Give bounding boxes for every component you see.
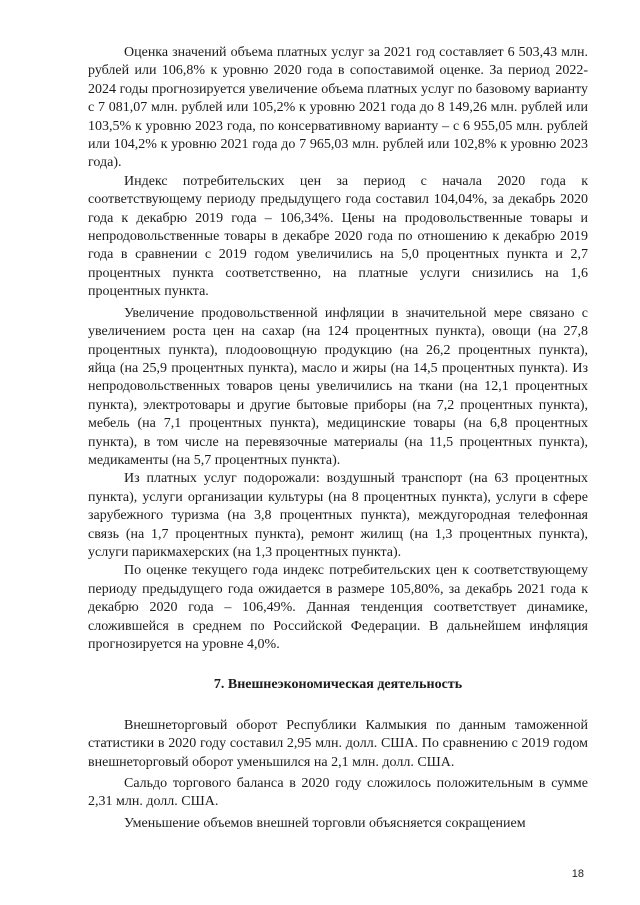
paragraph-cpi-forecast: По оценке текущего года индекс потребительских цен к соответствующему периоду предыдущего года ожидается в размере 105,80%, за декабрь 2021 года к декабрю 2020 года – 106,49%. Данная тенденция соответствует динамике, сложившейся в среднем по Российской Федерации. В дальнейшем инфляция прогнозируется на уровне 4,0%. bbox=[88, 563, 588, 652]
paragraph-trade-balance: Сальдо торгового баланса в 2020 году сложилось положительным в сумме 2,31 млн. долл. США. bbox=[88, 776, 588, 810]
paragraph-paid-services: Оценка значений объема платных услуг за 2021 год составляет 6 503,43 млн. рублей или 106,8% к уровню 2020 года в сопоставимой оценке. За период 2022-2024 годы прогнозируется увеличение объема платных услуг по базовому варианту с 7 081,07 млн. рублей или 105,2% к уровню 2021 года до 8 149,26 млн. рублей или 103,5% к уровню 2023 года, по консервативному варианту – с 6 955,05 млн. рублей или 104,2% к уровню 2021 года до 7 965,03 млн. рублей или 102,8% к уровню 2023 года). bbox=[88, 45, 588, 171]
paragraph-cpi: Индекс потребительских цен за период с начала 2020 года к соответствующему периоду предыдущего года составил 104,04%, за декабрь 2020 года к декабрю 2019 года – 106,34%. Цены на продовольственные товары и непродовольственные товары в декабре 2020 года по отношению к декабрю 2019 года в сравнении с 2019 годом увеличились на 5,0 процентных пункта и 2,7 процентных пункта соответственно, на платные услуги снизились на 1,6 процентных пункта. bbox=[88, 173, 588, 300]
paragraph-food-inflation: Увеличение продовольственной инфляции в значительной мере связано с увеличением роста цен на сахар (на 124 процентных пункта), овощи (на 27,8 процентных пункта), плодоовощную продукцию (на 26,2 процентных пункта), яйца (на 25,9 процентных пункта), масло и жиры (на 14,5 процентных пункта). Из непродовольственных товаров цены увеличились на ткани (на 12,1 процентных пункта), электротовары и другие бытовые приборы (на 7,2 процентных пункта), мебель (на 7,1 процентных пункта), медицинские товары (на 6,8 процентных пункта), в том числе на перевязочные материалы (на 11,5 процентных пункта), медикаменты (на 5,7 процентных пункта). bbox=[88, 305, 588, 468]
section-heading: 7. Внешнеэкономическая деятельность bbox=[213, 677, 463, 693]
paragraph-foreign-trade-turnover: Внешнеторговый оборот Республики Калмыкия по данным таможенной статистики в 2020 году составил 2,95 млн. долл. США. По сравнению с 2019 годом внешнеторговый оборот уменьшился на 2,1 млн. долл. США. bbox=[88, 717, 588, 770]
page-number: 18 bbox=[571, 867, 584, 880]
paragraph-paid-services-prices: Из платных услуг подорожали: воздушный транспорт (на 63 процентных пункта), услуги организации культуры (на 8 процентных пункта), услуги в сфере зарубежного туризма (на 3,8 процентных пункта), междугородная телефонная связь (на 1,7 процентных пункта), ремонт жилищ (на 1,3 процентных пункта), услуги парикмахерских (на 1,3 процентных пункта). bbox=[88, 471, 588, 560]
paragraph-trade-decrease: Уменьшение объемов внешней торговли объясняется сокращением bbox=[124, 815, 526, 831]
